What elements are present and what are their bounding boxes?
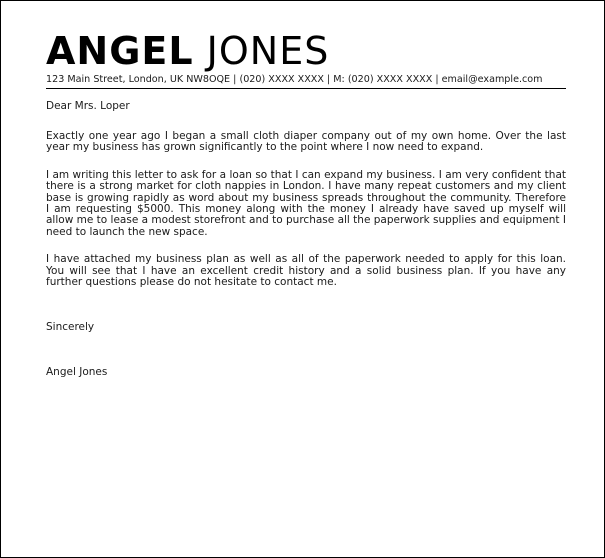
signature-name: Angel Jones: [46, 366, 108, 379]
salutation: Dear Mrs. Loper: [46, 100, 130, 112]
sender-last-name: JONES: [206, 29, 330, 73]
body-paragraph-2: I am writing this letter to ask for a loan so that I can expand my business. I am very confident that there is a strong market for cloth nappies in London. I have many repeat customers and my client base is growing rapidly as word about my business spreads throughout the community. Therefore I am requesting $5000. This money along with the money I already have saved up myself will allow me to lease a modest storefront and to purchase all the paperwork supplies and equipment I need to launch the new space.: [46, 168, 566, 238]
closing: Sincerely: [46, 321, 95, 334]
body-paragraph-1: Exactly one year ago I began a small cloth diaper company out of my own home. Over the last year my business has grown significantly to the point where I now need to expand.: [46, 130, 566, 154]
contact-line: 123 Main Street, London, UK NW8OQE | (020) XXXX XXXX | M: (020) XXXX XXXX | email@example.com: [46, 74, 566, 89]
sender-first-name: ANGEL: [46, 29, 194, 73]
letter-content: [46, 29, 566, 378]
body-paragraph-3: I have attached my business plan as well as all of the paperwork needed to apply for this loan. You will see that I have an excellent credit history and a solid business plan. If you have any further questions please do not hesitate to contact me.: [46, 253, 566, 289]
sender-name: [46, 29, 566, 73]
